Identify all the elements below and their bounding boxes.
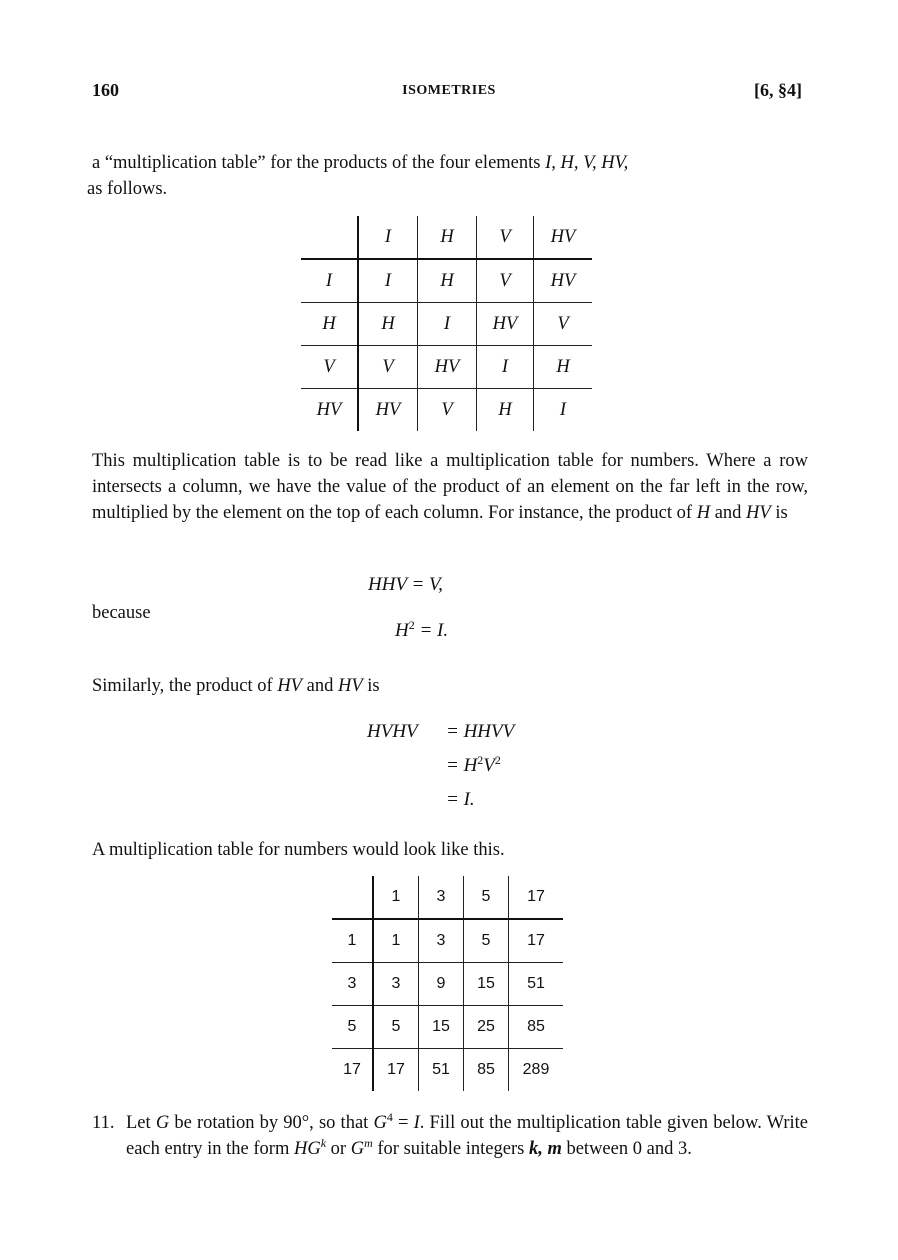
cell: 9 — [419, 963, 464, 1006]
cell: V — [477, 259, 534, 303]
cell: V — [534, 303, 593, 346]
cell: 3 — [419, 919, 464, 963]
running-title: ISOMETRIES — [402, 83, 496, 98]
page-number: 160 — [92, 80, 119, 100]
cell: HV — [358, 389, 418, 432]
corner-cell — [301, 216, 358, 259]
cell: I — [534, 389, 593, 432]
cell: HV — [418, 346, 477, 389]
cell: HV — [477, 303, 534, 346]
similarly-paragraph: Similarly, the product of HV and HV is — [92, 676, 380, 696]
cell: 85 — [509, 1006, 564, 1049]
cell: HV — [534, 259, 593, 303]
row-head: V — [301, 346, 358, 389]
cell: I — [477, 346, 534, 389]
numbers-intro: A multiplication table for numbers would look like this. — [92, 840, 505, 860]
col-head: V — [477, 216, 534, 259]
cell: 3 — [373, 963, 419, 1006]
cell: 17 — [509, 919, 564, 963]
exercise-text: Let G be rotation by 90°, so that $G^4 = I$. Fill out the multiplication table given below. Write each entry in the form $HG^k$ or $G^m$ for suitable integers k, m between 0 and 3. — [126, 1110, 809, 1159]
col-head: 1 — [373, 876, 419, 919]
equation-hhv: HHV = V, — [368, 574, 443, 595]
equation-h-squared: $H^2 = I$. — [395, 618, 449, 641]
equation-hvhv-line2: = $H^2V^2$ — [446, 753, 501, 776]
cell: V — [418, 389, 477, 432]
col-head: 17 — [509, 876, 564, 919]
row-head: H — [301, 303, 358, 346]
cell: 51 — [509, 963, 564, 1006]
cell: 5 — [373, 1006, 419, 1049]
cell: 15 — [464, 963, 509, 1006]
equation-hvhv-line3: = I. — [446, 789, 475, 810]
col-head: 5 — [464, 876, 509, 919]
cell: H — [477, 389, 534, 432]
cell: 1 — [373, 919, 419, 963]
col-head: H — [418, 216, 477, 259]
cell: 289 — [509, 1049, 564, 1092]
cell: H — [418, 259, 477, 303]
cell: 85 — [464, 1049, 509, 1092]
cell: 25 — [464, 1006, 509, 1049]
corner-cell — [332, 876, 373, 919]
cell: I — [418, 303, 477, 346]
col-head: 3 — [419, 876, 464, 919]
cell: 15 — [419, 1006, 464, 1049]
col-head: I — [358, 216, 418, 259]
isometry-multiplication-table — [301, 216, 592, 431]
row-head: 1 — [332, 919, 373, 963]
row-head: I — [301, 259, 358, 303]
because-text: because — [92, 603, 151, 623]
intro-paragraph: a “multiplication table” for the products of the four elements I, H, V, HV, as follows. — [87, 153, 629, 199]
cell: V — [358, 346, 418, 389]
section-marker: [6, §4] — [754, 80, 802, 100]
cell: I — [358, 259, 418, 303]
exercise-number: 11. — [92, 1113, 115, 1133]
cell: 51 — [419, 1049, 464, 1092]
equation-hvhv-line1: = HHVV — [446, 721, 515, 742]
equation-hvhv-lhs: HVHV — [367, 721, 418, 742]
col-head: HV — [534, 216, 593, 259]
row-head: 5 — [332, 1006, 373, 1049]
number-multiplication-table — [332, 876, 563, 1091]
row-head: HV — [301, 389, 358, 432]
cell: 5 — [464, 919, 509, 963]
explanation-paragraph: This multiplication table is to be read like a multiplication table for numbers. Where a row intersects a column, we have the value of the product of an element on the far left in the row, multiplied by the element on the top of each column. For instance, the product of H and HV is — [92, 451, 808, 523]
cell: H — [534, 346, 593, 389]
row-head: 17 — [332, 1049, 373, 1092]
cell: H — [358, 303, 418, 346]
cell: 17 — [373, 1049, 419, 1092]
row-head: 3 — [332, 963, 373, 1006]
